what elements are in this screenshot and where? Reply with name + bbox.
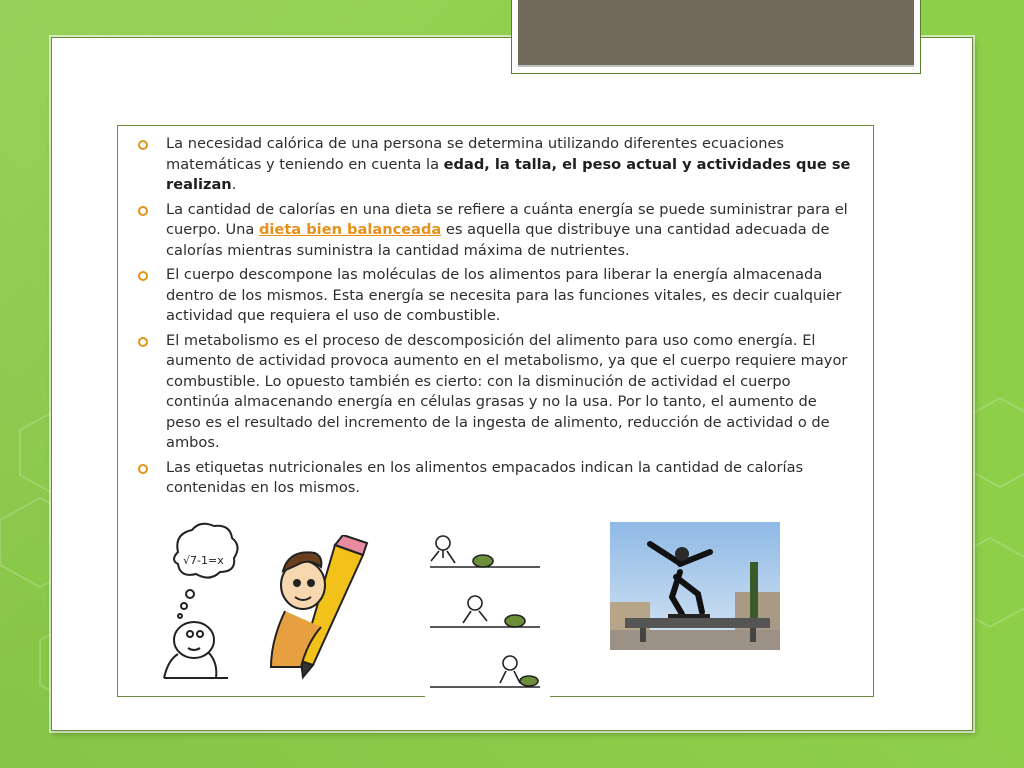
bullet-item-2 bbox=[138, 200, 853, 262]
bullet-circle-icon bbox=[138, 140, 148, 150]
bullet-circle-icon bbox=[138, 271, 148, 281]
turtle-race-cartoon bbox=[425, 525, 550, 700]
dieta-bien-balanceada-link[interactable]: dieta bien balanceada bbox=[258, 221, 442, 238]
bullet-2-text-end: es aquella que distribuye una cantidad adecuada de calorías mientras suministra la cantidad máxima de nutrientes. bbox=[166, 221, 830, 259]
title-bar bbox=[511, 0, 921, 74]
bullet-item-5 bbox=[138, 458, 853, 499]
thinking-person-cartoon bbox=[150, 522, 240, 682]
bullet-circle-icon bbox=[138, 337, 148, 347]
bullet-3-text: El cuerpo descompone las moléculas de los alimentos para liberar la energía almacenada dentro de los mismos. Esta energía se necesita para las funciones vitales, es decir cualquier actividad que requiera el uso de combustible. bbox=[166, 266, 842, 324]
bullet-2-text: La cantidad de calorías en una dieta se refiere a cuánta energía se puede suministrar para el cuerpo. Una bbox=[166, 200, 848, 238]
skateboarder-photo bbox=[610, 522, 780, 650]
bullet-1-period: . bbox=[231, 176, 237, 193]
bullet-item-1 bbox=[138, 134, 853, 196]
thinker-bubble-text: √7-1=x bbox=[183, 554, 224, 567]
bullet-1-bold-text: edad, la talla, el peso actual y actividades que se realizan bbox=[166, 155, 851, 193]
bullet-5-text: Las etiquetas nutricionales en los alimentos empacados indican la cantidad de calorías contenidas en los mismos. bbox=[166, 458, 804, 496]
bullet-4-text: El metabolismo es el proceso de descomposición del alimento para uso como energía. El aumento de actividad provoca aumento en el metabolismo, ya que el cuerpo requiere mayor combustible. Lo opuesto también es cierto: con la disminución de actividad el cuerpo continúa almacenando energía en células grasas y no la usa. Por lo tanto, el aumento de peso es el resultado del incremento de la ingesta de alimento, reducción de actividad o de ambos. bbox=[166, 331, 848, 451]
bullet-1-text: La necesidad calórica de una persona se determina utilizando diferentes ecuaciones matemáticas y teniendo en cuenta la bbox=[166, 135, 785, 173]
bullet-circle-icon bbox=[138, 464, 148, 474]
bullet-item-4 bbox=[138, 331, 853, 454]
bullet-circle-icon bbox=[138, 206, 148, 216]
title-bar-fill bbox=[518, 0, 914, 67]
pencil-boy-cartoon bbox=[265, 535, 375, 680]
bullet-list bbox=[118, 126, 873, 499]
bullet-item-3 bbox=[138, 265, 853, 327]
